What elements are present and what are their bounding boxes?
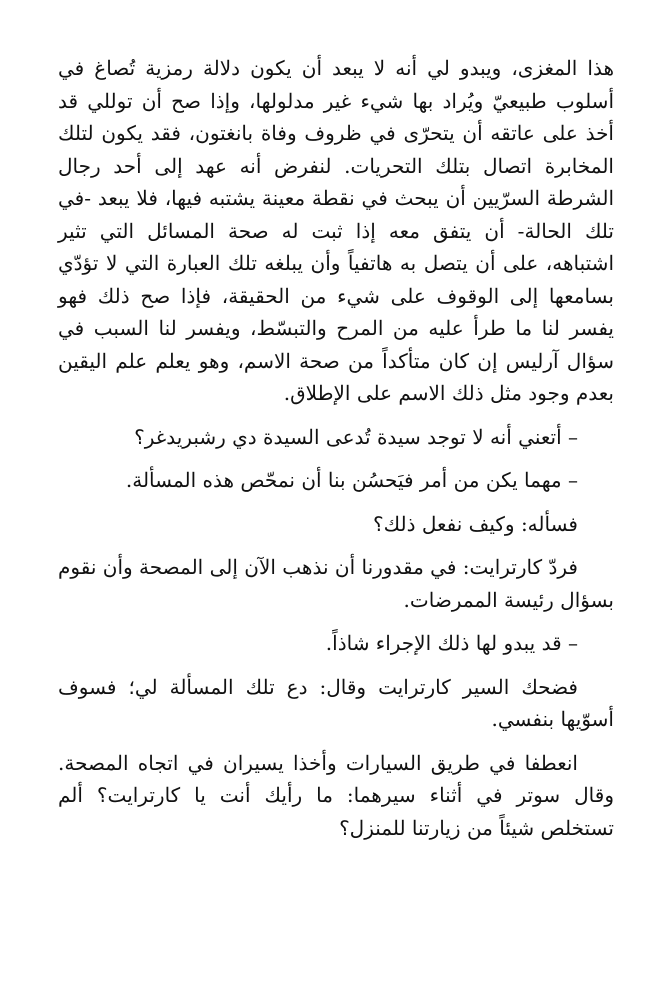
paragraph-dialogue: – قد يبدو لها ذلك الإجراء شاذاً.: [325, 631, 578, 655]
paragraph-dialogue: – مهما يكن من أمر فيَحسُن بنا أن نمحّص هذه المسألة.: [125, 468, 578, 492]
paragraph-narration: هذا المغزى، ويبدو لي أنه لا يبعد أن يكون دلالة رمزية تُصاغ في أسلوب طبيعيّ ويُراد بها شيء غير مدلولها، وإذا صح أن توللي قد أخذ على عاتقه أن يتحرّى في ظروف وفاة بانغتون، فقد يكون لتلك المخابرة اتصال بتلك التحريات. لنفرض أنه عهد إلى أحد رجال الشرطة السرّيين أن يبحث في نقطة معينة يشتبه فيها، فلا يبعد -في تلك الحالة- أن يتفق معه إذا ثبت له صحة المسائل التي تثير اشتباهه، على أن يتصل به هاتفياً وأن يبلغه تلك العبارة التي لا تؤدّي بسامعها إلى الوقوف على شيء من الحقيقة، فإذا صح ذلك فهو يفسر لنا ما طرأ عليه من المرح والتبسّط، ويفسر لنا السبب في سؤال آرليس إن كان متأكداً من صحة الاسم، وهو يعلم علم اليقين بعدم وجود مثل ذلك الاسم على الإطلاق.: [58, 56, 614, 405]
paragraph-narration: انعطفا في طريق السيارات وأخذا يسيران في اتجاه المصحة. وقال سوتر في أثناء سيرهما: ما رأيك أنت يا كارترايت؟ ألم تستخلص شيئاً من زيارتنا للمنزل؟: [58, 750, 614, 840]
paragraph-dialogue: – أتعني أنه لا توجد سيدة تُدعى السيدة دي رشبريدغر؟: [134, 424, 578, 449]
paragraph-dialogue: فضحك السير كارترايت وقال: دع تلك المسألة لي؛ فسوف أسوّيها بنفسي.: [58, 674, 614, 731]
book-page: [58, 52, 614, 844]
paragraph-dialogue: فسأله: وكيف نفعل ذلك؟: [373, 511, 578, 536]
paragraph-dialogue: فردّ كارترايت: في مقدورنا أن نذهب الآن إلى المصحة وأن نقوم بسؤال رئيسة الممرضات.: [58, 555, 614, 612]
